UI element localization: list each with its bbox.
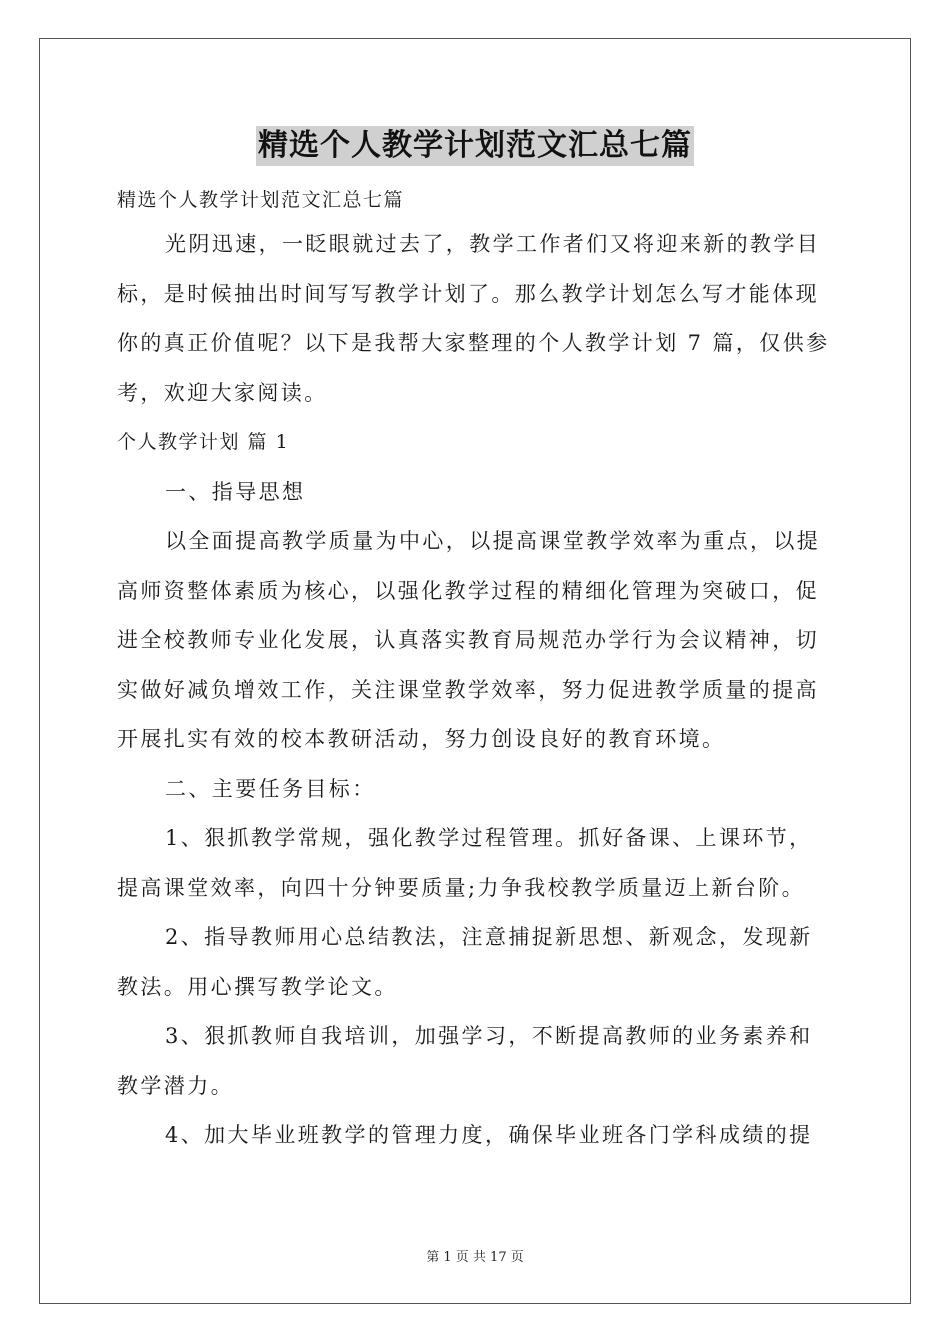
page-number: 第 1 页 共 17 页: [426, 1250, 524, 1265]
document-title: 精选个人教学计划范文汇总七篇: [256, 126, 694, 166]
paragraph-line: 标，是时候抽出时间写写教学计划了。那么教学计划怎么写才能体现: [117, 281, 819, 306]
paragraph-line: 3、狠抓教师自我培训，加强学习，不断提高教师的业务素养和: [165, 1024, 813, 1048]
paragraph-line: 进全校教师专业化发展，认真落实教育局规范办学行为会议精神，切: [117, 628, 819, 652]
paragraph-line: 教学潜力。: [117, 1073, 234, 1098]
subheading-line: 二、主要任务目标：: [165, 776, 376, 801]
paragraph-line: 1、狠抓教学常规，强化教学过程管理。抓好备课、上课环节，: [165, 826, 813, 850]
paragraph-line: 光阴迅速，一眨眼就过去了，教学工作者们又将迎来新的教学目: [165, 232, 821, 256]
paragraph-line: 高师资整体素质为核心，以强化教学过程的精细化管理为突破口，促: [117, 578, 819, 603]
subtitle-line: 精选个人教学计划范文汇总七篇: [117, 189, 405, 211]
paragraph-line: 4、加大毕业班教学的管理力度，确保毕业班各门学科成绩的提: [165, 1123, 813, 1147]
paragraph-line: 教法。用心撰写教学论文。: [117, 974, 398, 999]
document-body: [117, 180, 833, 1161]
paragraph-line: 开展扎实有效的校本教研活动，努力创设良好的教育环境。: [117, 727, 726, 751]
paragraph-line: 你的真正价值呢？以下是我帮大家整理的个人教学计划 7 篇，仅供参: [117, 331, 830, 355]
title-container: [0, 126, 950, 166]
paragraph-line: 2、指导教师用心总结教法，注意捕捉新思想、新观念，发现新: [165, 925, 813, 949]
paragraph-line: 提高课堂效率，向四十分钟要质量;力争我校教学质量迈上新台阶。: [117, 875, 806, 900]
paragraph-line: 实做好减负增效工作，关注课堂教学效率，努力促进教学质量的提高: [117, 677, 819, 702]
paragraph-line: 以全面提高教学质量为中心，以提高课堂教学效率为重点，以提: [165, 529, 821, 553]
paragraph-line: 考，欢迎大家阅读。: [117, 380, 328, 405]
page-footer: [0, 1246, 950, 1265]
section-heading: 个人教学计划 篇 1: [117, 431, 290, 453]
subheading-line: 一、指导思想: [165, 479, 306, 504]
